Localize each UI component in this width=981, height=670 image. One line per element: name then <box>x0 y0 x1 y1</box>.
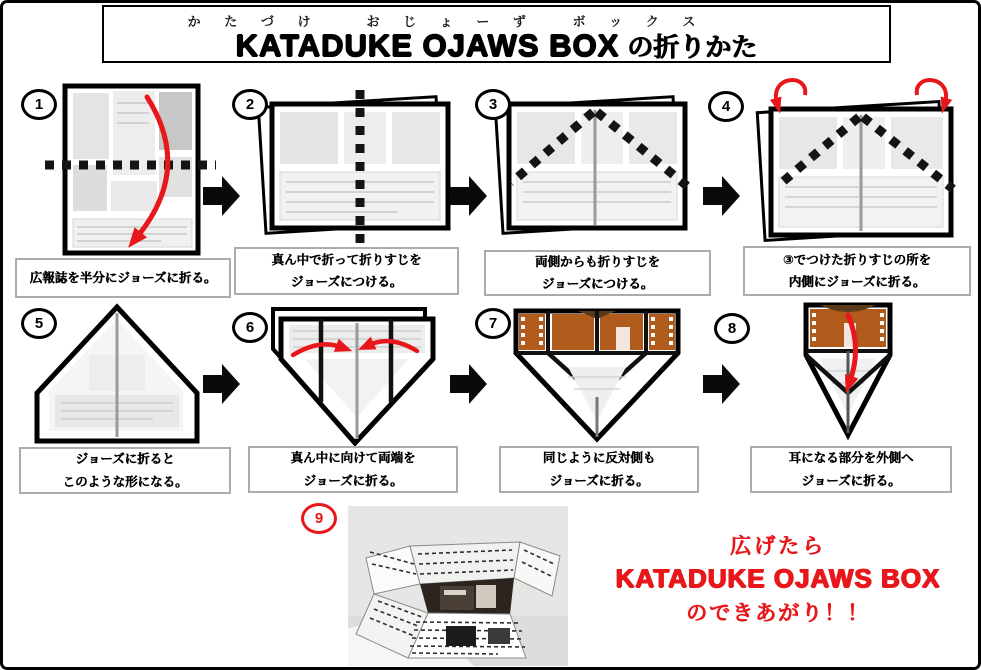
step-2-badge: 2 <box>232 89 268 120</box>
finale-line-1: 広げたら <box>730 535 826 558</box>
title-box <box>102 5 891 63</box>
step-1-badge: 1 <box>21 89 57 120</box>
step-8-badge: 8 <box>714 313 750 344</box>
page-title <box>104 27 889 64</box>
caption-line: 内側にジョーズに折る。 <box>788 275 926 289</box>
caption-line: このような形になる。 <box>62 474 188 489</box>
step-6-badge: 6 <box>232 312 268 343</box>
finale-message <box>586 530 970 627</box>
step-1-diagram <box>43 81 218 258</box>
step-arrow-icon <box>450 363 488 405</box>
step-2-caption <box>234 247 459 295</box>
caption-line: 同じように反対側も <box>542 451 656 465</box>
step-6-diagram <box>265 299 441 447</box>
caption-line: 広報誌を半分にジョーズに折る。 <box>29 270 217 285</box>
step-arrow-icon <box>203 363 241 405</box>
finale-line-3: のできあがり！！ <box>686 602 870 625</box>
step-4-badge: 4 <box>708 91 744 122</box>
step-5-diagram <box>33 303 201 445</box>
caption-line: ジョーズに折る。 <box>303 473 403 488</box>
step-8-diagram <box>786 295 910 443</box>
caption-line: ジョーズにつける。 <box>290 275 403 289</box>
step-7-badge: 7 <box>475 308 511 339</box>
step-7-caption <box>499 446 699 493</box>
finished-box-photo <box>348 506 568 666</box>
caption-line: 真ん中に向けて両端を <box>290 451 416 465</box>
step-arrow-icon <box>703 175 741 217</box>
step-4-diagram <box>721 73 969 251</box>
page-title-english: KATADUKE OJAWS BOX <box>235 28 620 63</box>
step-9-badge: 9 <box>301 503 337 534</box>
step-5-caption <box>19 447 231 494</box>
caption-line: ジョーズに折る。 <box>801 473 901 488</box>
title-furigana: か た づ け お じ ょ ー ず ボ ッ ク ス <box>187 14 706 29</box>
step-7-diagram <box>508 297 686 445</box>
step-5-badge: 5 <box>21 308 57 339</box>
step-arrow-icon <box>703 363 741 405</box>
caption-line: ジョーズにつける。 <box>541 277 654 291</box>
newspaper-color-panels <box>810 305 886 347</box>
step-3-badge: 3 <box>475 89 511 120</box>
caption-line: 両側からも折りすじを <box>534 254 660 269</box>
step-1-caption <box>15 258 231 298</box>
step-3-caption <box>484 250 711 296</box>
finale-line-2: KATADUKE OJAWS BOX <box>615 563 941 593</box>
caption-line: ③でつけた折りすじの所を <box>782 252 932 267</box>
caption-line: 耳になる部分を外側へ <box>788 451 914 465</box>
caption-line: ジョーズに折ると <box>75 452 175 466</box>
step-6-caption <box>248 446 458 493</box>
caption-line: 真ん中で折って折りすじを <box>271 252 422 267</box>
page-title-japanese: の折りかた <box>627 32 758 62</box>
step-4-caption <box>743 246 971 296</box>
caption-line: ジョーズに折る。 <box>549 473 649 488</box>
step-8-caption <box>750 446 952 493</box>
step-arrow-icon <box>203 175 241 217</box>
step-arrow-icon <box>450 175 488 217</box>
